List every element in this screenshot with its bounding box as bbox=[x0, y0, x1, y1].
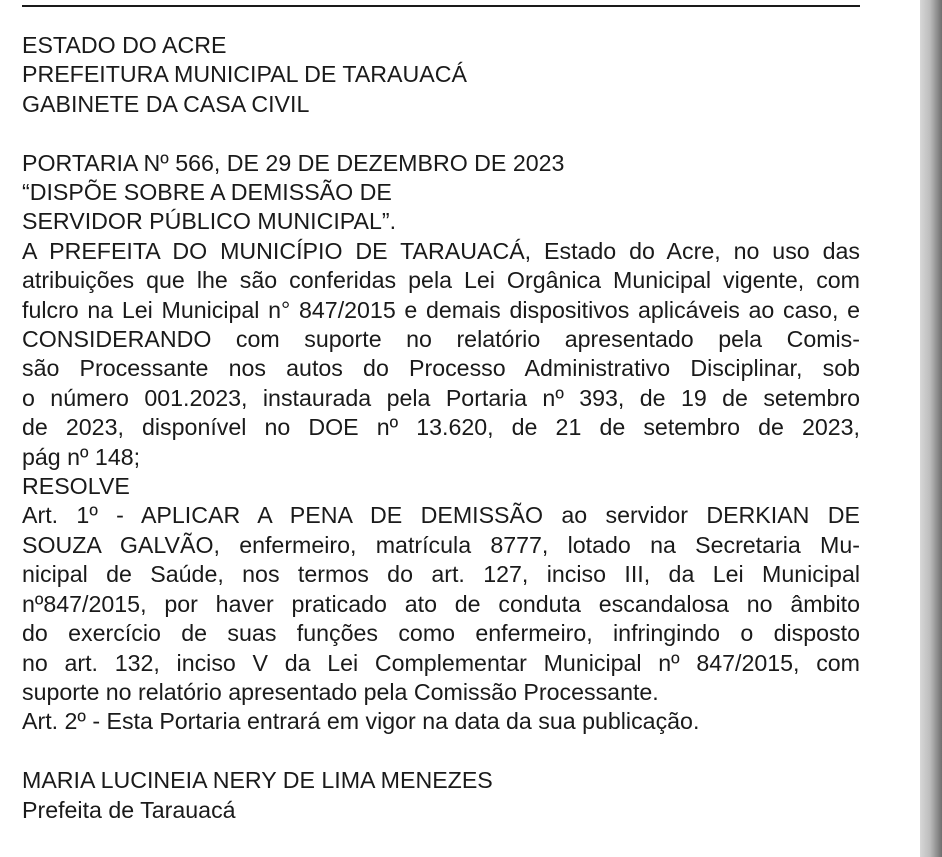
article-1-line: SOUZA GALVÃO, enfermeiro, matrícula 8777, lotado na Secretaria Mu- bbox=[22, 531, 860, 558]
preamble-line: fulcro na Lei Municipal n° 847/2015 e demais dispositivos aplicáveis ao caso, e bbox=[22, 296, 860, 323]
header-state: ESTADO DO ACRE bbox=[22, 32, 227, 58]
signature-block bbox=[22, 766, 860, 825]
preamble-paragraph bbox=[22, 237, 860, 472]
page-edge-shadow bbox=[920, 0, 942, 857]
header-cabinet: GABINETE DA CASA CIVIL bbox=[22, 90, 310, 117]
preamble-line: de 2023, disponível no DOE nº 13.620, de 21 de setembro de 2023, bbox=[22, 414, 860, 441]
article-1-line: do exercício de suas funções como enfermeiro, infringindo o disposto bbox=[22, 620, 860, 647]
preamble-line: o número 001.2023, instaurada pela Portaria nº 393, de 19 de setembro bbox=[22, 384, 860, 411]
document-header bbox=[22, 31, 860, 119]
portaria-document bbox=[22, 31, 860, 825]
signatory-name: MARIA LUCINEIA NERY DE LIMA MENEZES bbox=[22, 767, 493, 794]
spacer bbox=[22, 737, 860, 766]
article-1-line: Art. 1º - APLICAR A PENA DE DEMISSÃO ao servidor DERKIAN DE bbox=[22, 502, 860, 529]
article-1-line: no art. 132, inciso V da Lei Complementar Municipal nº 847/2015, com bbox=[22, 649, 860, 676]
top-divider bbox=[22, 5, 860, 7]
signatory-role: Prefeita de Tarauacá bbox=[22, 796, 236, 823]
preamble-line: A PREFEITA DO MUNICÍPIO DE TARAUACÁ, Estado do Acre, no uso das bbox=[22, 237, 860, 264]
portaria-subject-line-1: “DISPÕE SOBRE A DEMISSÃO DE bbox=[22, 179, 392, 206]
preamble-line: pág nº 148; bbox=[22, 443, 141, 470]
portaria-title: PORTARIA Nº 566, DE 29 DE DEZEMBRO DE 2023 bbox=[22, 149, 565, 176]
preamble-line: são Processante nos autos do Processo Administrativo Disciplinar, sob bbox=[22, 355, 860, 382]
resolve-heading: RESOLVE bbox=[22, 473, 130, 500]
article-1-line: suporte no relatório apresentado pela Comissão Processante. bbox=[22, 678, 659, 705]
article-2: Art. 2º - Esta Portaria entrará em vigor na data da sua publicação. bbox=[22, 708, 700, 735]
article-1-line: nicipal de Saúde, nos termos do art. 127, inciso III, da Lei Municipal bbox=[22, 561, 860, 588]
spacer bbox=[22, 119, 860, 148]
preamble-line: CONSIDERANDO com suporte no relatório apresentado pela Comis- bbox=[22, 326, 860, 353]
header-prefecture: PREFEITURA MUNICIPAL DE TARAUACÁ bbox=[22, 61, 467, 88]
preamble-line: atribuições que lhe são conferidas pela Lei Orgânica Municipal vigente, com bbox=[22, 267, 860, 294]
article-1 bbox=[22, 501, 860, 707]
article-1-line: nº847/2015, por haver praticado ato de conduta escandalosa no âmbito bbox=[22, 590, 860, 617]
portaria-subject-line-2: SERVIDOR PÚBLICO MUNICIPAL”. bbox=[22, 208, 397, 235]
